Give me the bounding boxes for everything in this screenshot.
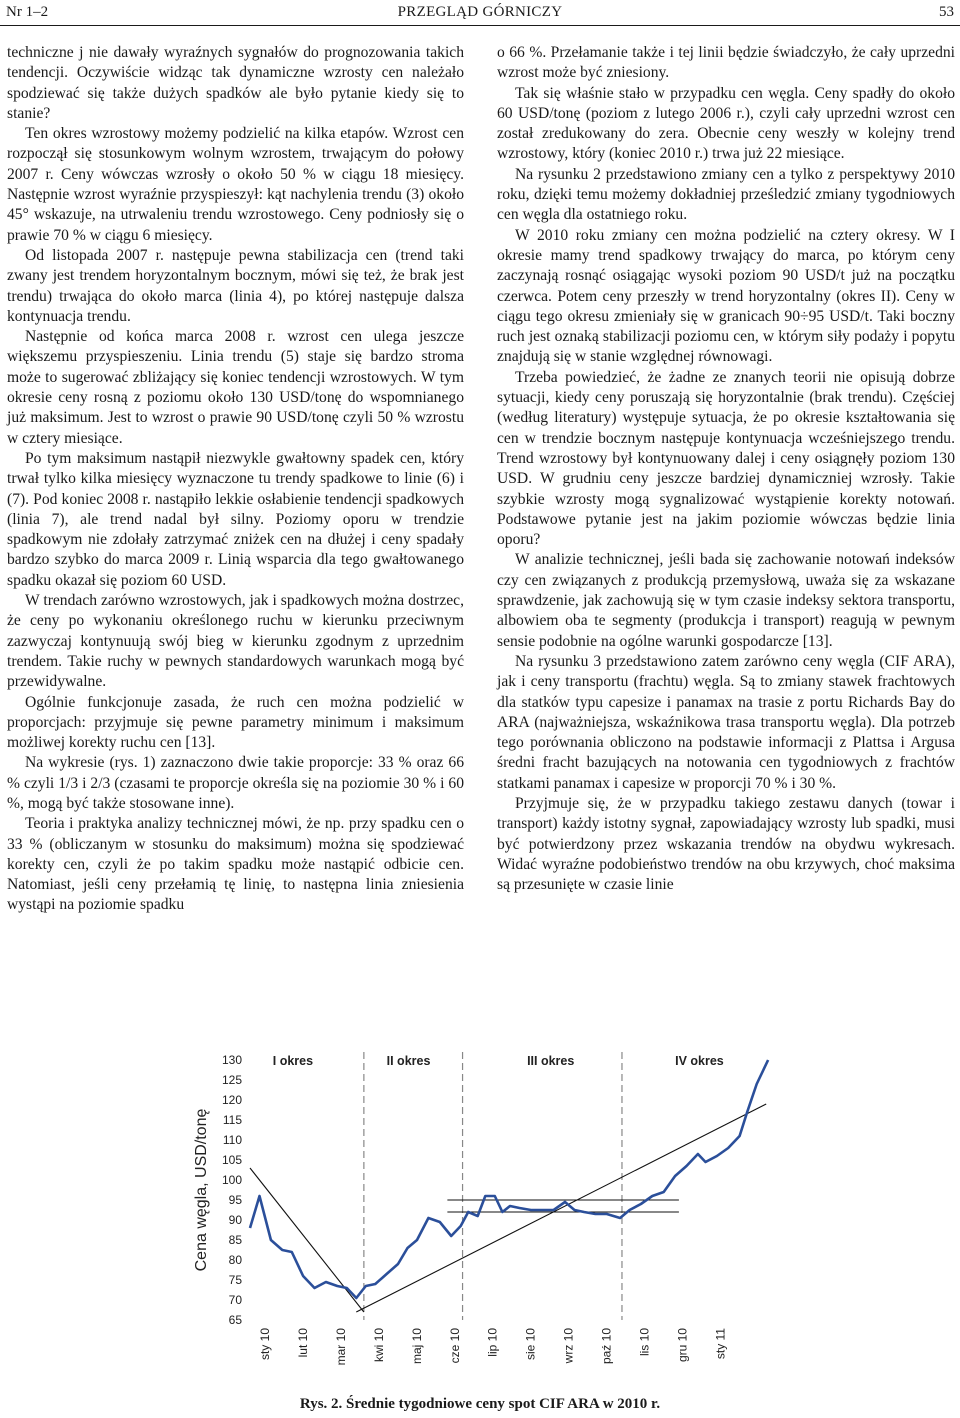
paragraph: Teoria i praktyka analizy technicznej mówi, że np. przy spadku cen o 33 % (obliczanym w stosunku do maksimum) można się spodziewać korekty cen, czyli że po takim spadku może nastąpić odbicie cen. Natomiast, jeśli ceny przełamią tę linię, to następna linia zniesienia wystąpi na poziomie spadku	[7, 815, 464, 914]
paragraph: Tak się właśnie stało w przypadku cen węgla. Ceny spadły do około 60 USD/tonę (poziom z lutego 2006 r.), czyli cały uprzedni wzrost cen został zredukowany do zera. Obecnie ceny weszły w kolejny trend wzrostowy, który (koniec 2010 r.) trwa już 22 miesiące.	[497, 84, 955, 163]
trend-line	[250, 1168, 364, 1312]
period-label: I okres	[272, 1054, 314, 1068]
x-tick-label: lut 10	[295, 1328, 310, 1358]
left-column	[7, 43, 464, 916]
y-tick-label: 75	[228, 1273, 242, 1287]
journal-title: PRZEGLĄD GÓRNICZY	[397, 4, 563, 20]
paragraph: W trendach zarówno wzrostowych, jak i spadkowych można dostrzec, że ceny po wykonaniu określonego ruchu w kierunku przeciwnym zazwyczaj kontynuują swój bieg w kierunku zgodnym z uprzednim trendem. Takie ruchy w pewnych standardowych warunkach mogą być przewidywalne.	[7, 592, 464, 691]
right-column	[497, 43, 955, 895]
y-tick-label: 90	[228, 1213, 242, 1227]
paragraph: Trzeba powiedzieć, że żadne ze znanych teorii nie opisują dobrze sytuacji, kiedy ceny poruszają się horyzontalnie (brak trendu). Częściej (według literatury) występuje sytuacja, że po okresie kształtowania się cen w trendzie bocznym następuje kontynuacja wcześniejszego trendu. Trend wzrostowy był kontynuowany dalej i ceny osiągnęły poziom 130 USD. W grudniu ceny jeszcze bardziej dynamiczniej wzrosły. Takie szybkie wzrosty mogą sygnalizować wystąpienie korekty notowań. Podstawowe pytanie jest na jakim poziomie wówczas będzie linia oporu?	[497, 368, 955, 549]
y-tick-label: 130	[221, 1053, 242, 1067]
paragraph: Po tym maksimum nastąpił niezwykle gwałtowny spadek cen, który trwał tylko kilka miesięcy wyznaczone tu trendy spadkowe to linie (6) i (7). Pod koniec 2008 r. nastąpiło lekkie osłabienie tendencji spadkowych (linia 7), ale trend nadal był silny. Poziomy oporu w trendzie spadkowym nie zdołały zatrzymać zniżek cen na dłużej i ceny spadały bardzo szybko do marca 2009 r. Linią wsparcia dla tego gwałtowanego spadku okazał się poziom 60 USD.	[7, 449, 464, 589]
paragraph: o 66 %. Przełamanie także i tej linii będzie świadczyło, że cały uprzedni wzrost może być zniesiony.	[497, 44, 955, 82]
x-tick-label: sty 11	[713, 1328, 728, 1360]
paragraph: Na rysunku 2 przedstawiono zmiany cen a tylko z perspektywy 2010 roku, dzięki temu możemy dokładniej prześledzić zmiany tygodniowych cen węgla dla ostatniego roku.	[497, 165, 955, 224]
coal-price-chart	[180, 1040, 780, 1385]
x-tick-label: gru 10	[675, 1328, 690, 1363]
paragraph: Na rysunku 3 przedstawiono zatem zarówno ceny węgla (CIF ARA), jak i ceny transportu (frachtu) węgla. Są to zmiany stawek frachtowych dla statków typu capesize i panamax na trasie z portu Richards Bay do ARA (najważniejsza, wskaźnikowa trasa transportu węgla). Dla potrzeb tego porównania obliczono na podstawie informacji z Plattsa i Argusa średni fracht bazujących na notowania cen tygodniowych z frachtów statkami panamax i capesize w proporcji 70 % i 30 %.	[497, 652, 955, 792]
y-tick-label: 125	[221, 1073, 242, 1087]
paragraph: techniczne j nie dawały wyraźnych sygnałów do prognozowania takich tendencji. Oczywiście widząc tak dynamiczne wzrosty cen należało spodziewać się także dużych spadków ale było pytanie kiedy się to stanie?	[7, 44, 464, 122]
y-tick-label: 65	[228, 1313, 242, 1327]
period-label: III okres	[527, 1054, 575, 1068]
y-axis-title: Cena węgla, USD/tonę	[193, 1108, 210, 1272]
paragraph: W 2010 roku zmiany cen można podzielić na cztery okresy. W I okresie mamy trend spadkowy trwający do marca, po którym ceny zaczynają rosnąć osiągając wysoki poziom 90 USD/t już na początku czerwca. Potem ceny przeszły w trend horyzontalny (okres II). Ceny w ciągu tego okresu zmieniały się w granicach 90÷95 USD/t. Taki boczny ruch jest oznaką stabilizacji poziomu cen, w którym siły podaży i popytu znajdują się w stanie względnej równowagi.	[497, 226, 955, 366]
x-tick-label: lis 10	[637, 1328, 652, 1357]
x-tick-label: sty 10	[257, 1328, 272, 1361]
paragraph: W analizie technicznej, jeśli bada się zachowanie notowań indeksów czy cen związanych z produkcją przemysłową, uważa się za wskazane sprawdzenie, jak zachowują się w tym czasie indeksy sektora transportu, albowiem oba te segmenty (produkcja i transport) reagują w pewnym sensie podobnie na ogólne warunki gospodarcze [13].	[497, 551, 955, 650]
y-tick-label: 115	[222, 1113, 242, 1127]
y-tick-label: 110	[222, 1133, 242, 1147]
period-label: II okres	[386, 1054, 431, 1068]
price-series-line	[250, 1060, 768, 1298]
paragraph: Od listopada 2007 r. następuje pewna stabilizacja cen (trend taki zwany jest trendem horyzontalnym bocznym, mówi się też, że brak jest trendu) trwająca do około marca (linia 4), po której następuje dalsza kontynuacja trendu.	[7, 246, 464, 325]
x-tick-label: wrz 10	[561, 1328, 576, 1364]
x-tick-label: lip 10	[485, 1328, 500, 1357]
trend-line	[356, 1104, 766, 1312]
issue-number: Nr 1–2	[6, 4, 49, 20]
x-tick-label: maj 10	[409, 1328, 424, 1365]
x-tick-label: paź 10	[599, 1328, 614, 1365]
y-tick-label: 120	[221, 1093, 242, 1107]
x-tick-label: mar 10	[333, 1328, 348, 1366]
paragraph: Ten okres wzrostowy możemy podzielić na kilka etapów. Wzrost cen rozpoczął się stosunkowym wolnym wzrostem, trwającym do połowy 2007 r. Ceny wówczas wzrosły o około 50 % w ciągu 18 miesięcy. Następnie wzrost wyraźnie przyspieszył: kąt nachylenia trendu (3) około 45° wskazuje, na utrwaleniu trendu wzrostowego. Ceny podniosły się o prawie 70 % w ciągu 6 miesięcy.	[7, 125, 464, 244]
y-tick-label: 100	[221, 1173, 242, 1187]
paragraph: Ogólnie funkcjonuje zasada, że ruch cen można podzielić w proporcjach: przyjmuje się pewne parametry minimum i maksimum możliwej korekty ruchu cen [13].	[7, 693, 464, 752]
paragraph: Przyjmuje się, że w przypadku takiego zestawu danych (towar i transport) każdy istotny sygnał, zapowiadający wzrosty lub spadki, musi być potwierdzony przez wskazania trendów na obydwu wykresach. Widać wyraźne podobieństwo trendów na obu krzywych, choć maksima są przesunięte w czasie linie	[497, 794, 955, 894]
figure-caption: Rys. 2. Średnie tygodniowe ceny spot CIF ARA w 2010 r.	[299, 1396, 661, 1412]
paragraph: Następnie od końca marca 2008 r. wzrost cen ulega jeszcze większemu przyspieszeniu. Linia trendu (5) staje się bardzo stroma może to sugerować zbliżający się koniec tendencji wzrostowych. W tym okresie ceny rosną z poziomu około 130 USD/tonę do wspomnianego już maksimum. Jest to wzrost o prawie 90 USD/tonę czyli 50 % wzrostu w cztery miesiące.	[7, 328, 464, 447]
chart-svg	[180, 1040, 780, 1385]
y-tick-label: 85	[228, 1233, 242, 1247]
x-tick-label: sie 10	[523, 1328, 538, 1361]
y-tick-label: 95	[228, 1193, 242, 1207]
y-tick-label: 70	[228, 1293, 242, 1307]
x-tick-label: kwi 10	[371, 1328, 386, 1363]
paragraph: Na wykresie (rys. 1) zaznaczono dwie takie proporcje: 33 % oraz 66 % czyli 1/3 i 2/3 (czasami te proporcje określa się na poziomie 30 % i 60 %, mogą być także stosowane inne).	[7, 754, 464, 812]
y-tick-label: 80	[228, 1253, 242, 1267]
header-rule	[0, 25, 960, 26]
page-header	[0, 0, 960, 24]
page-number: 53	[939, 4, 954, 20]
period-label: IV okres	[675, 1054, 724, 1068]
x-tick-label: cze 10	[447, 1328, 462, 1364]
y-tick-label: 105	[221, 1153, 242, 1167]
